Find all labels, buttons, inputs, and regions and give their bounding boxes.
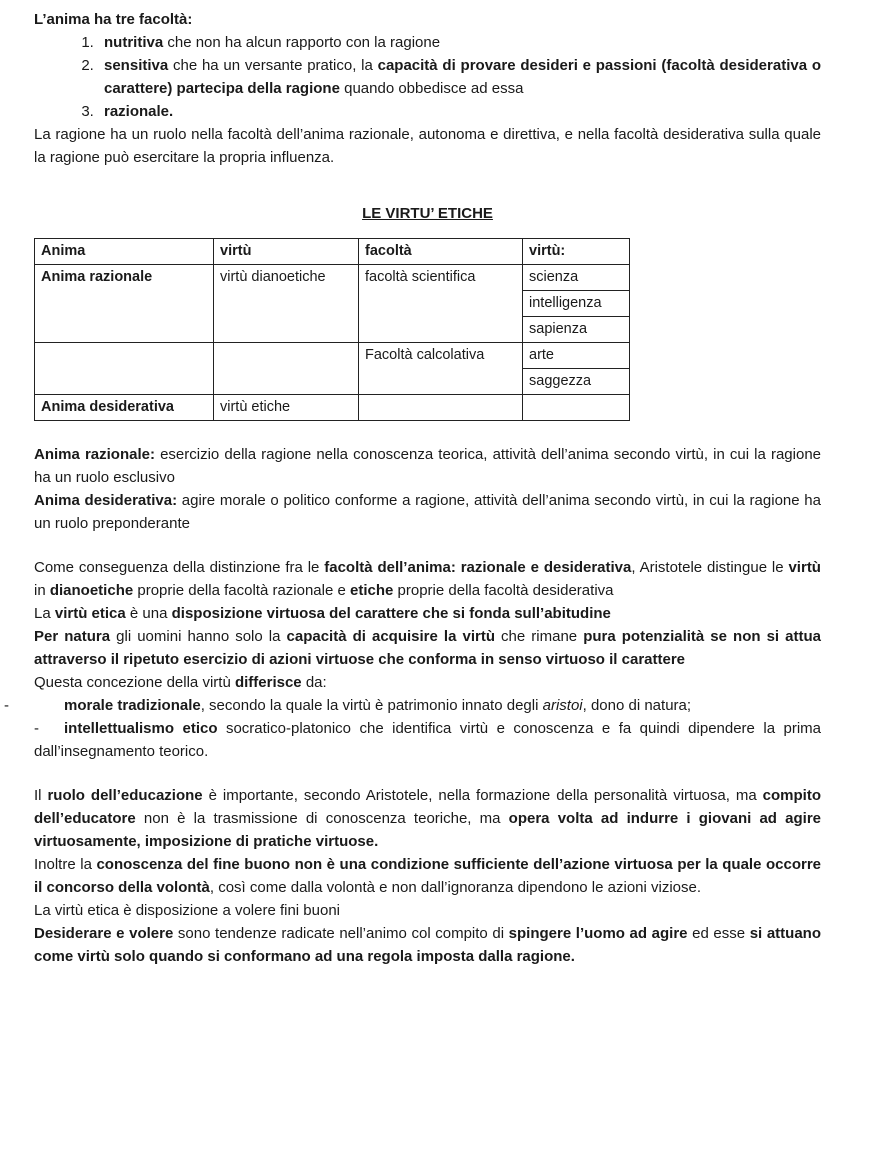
paragraph-distinzione: Come conseguenza della distinzione fra le facoltà dell’anima: razionale e desiderativa, Aristotele distingue le virtù in dianoetiche proprie della facoltà razionale e etiche proprie della facoltà desiderativa bbox=[34, 559, 821, 599]
intro-paragraph: La ragione ha un ruolo nella facoltà dell’anima razionale, autonoma e direttiva, e nella facoltà desiderativa sulla quale la ragione può esercitare la propria influenza. bbox=[34, 126, 821, 166]
list-item-text: quando obbedisce ad essa bbox=[339, 80, 524, 97]
table-header-row bbox=[35, 239, 630, 265]
differences-list bbox=[34, 694, 821, 763]
definition-desiderativa bbox=[34, 489, 821, 535]
table-header-cell: virtù: bbox=[523, 239, 630, 265]
table-cell: intelligenza bbox=[523, 291, 630, 317]
table-cell: saggezza bbox=[523, 369, 630, 395]
intro-title: L’anima ha tre facoltà: bbox=[34, 11, 193, 28]
list-item-text: che ha un versante pratico, la bbox=[168, 57, 378, 74]
list-item bbox=[98, 100, 821, 123]
definition-text: esercizio della ragione nella conoscenza teorica, attività dell’anima secondo virtù, in cui la ragione ha un ruolo esclusivo bbox=[34, 446, 822, 486]
table-header-cell: virtù bbox=[214, 239, 359, 265]
table-cell bbox=[523, 395, 630, 421]
section-title: LE VIRTU’ ETICHE bbox=[362, 205, 493, 222]
table-cell: virtù etiche bbox=[214, 395, 359, 421]
virtues-table bbox=[34, 238, 630, 421]
table-cell: facoltà scientifica bbox=[359, 265, 523, 343]
list-item: - intellettualismo etico socratico-platonico che identifica virtù e conoscenza e fa quindi dipendere la prima dall’insegnamento teorico. bbox=[34, 717, 821, 763]
table-row bbox=[35, 343, 630, 369]
definition-label: Anima desiderativa: bbox=[34, 492, 178, 509]
term-bold: razionale. bbox=[104, 103, 174, 120]
term-bold: capacità di provare desideri e passioni (facoltà desiderativa o carattere) partecipa della ragione bbox=[104, 57, 821, 97]
table-cell: arte bbox=[523, 343, 630, 369]
term-bold: nutritiva bbox=[104, 34, 164, 51]
paragraph-differisce: Questa concezione della virtù differisce da: bbox=[34, 674, 327, 691]
list-item-text: che non ha alcun rapporto con la ragione bbox=[163, 34, 441, 51]
table-cell: virtù dianoetiche bbox=[214, 265, 359, 343]
table-cell: scienza bbox=[523, 265, 630, 291]
definition-label: Anima razionale: bbox=[34, 446, 155, 463]
table-cell: sapienza bbox=[523, 317, 630, 343]
table-cell bbox=[214, 343, 359, 395]
table-cell: Facoltà calcolativa bbox=[359, 343, 523, 395]
paragraph-virtu-etica: La virtù etica è una disposizione virtuosa del carattere che si fonda sull’abitudine bbox=[34, 605, 611, 622]
list-item: - morale tradizionale, secondo la quale la virtù è patrimonio innato degli aristoi, dono di natura; bbox=[34, 694, 821, 717]
table-cell: Anima desiderativa bbox=[35, 395, 214, 421]
term-bold: sensitiva bbox=[104, 57, 169, 74]
faculty-list bbox=[34, 31, 821, 123]
paragraph-conoscenza: Inoltre la conoscenza del fine buono non è una condizione sufficiente dell’azione virtuosa per la quale occorre il concorso della volontà, così come dalla volontà e non dall’ignoranza dipendono le azioni viziose. bbox=[34, 856, 821, 896]
table-header-cell: Anima bbox=[35, 239, 214, 265]
paragraph-desiderare: Desiderare e volere sono tendenze radicate nell’animo col compito di spingere l’uomo ad agire ed esse si attuano come virtù solo quando si conformano ad una regola imposta dalla ragione. bbox=[34, 925, 821, 965]
paragraph-fini-buoni: La virtù etica è disposizione a volere fini buoni bbox=[34, 902, 341, 919]
definition-razionale bbox=[34, 443, 821, 489]
table-cell bbox=[35, 343, 214, 395]
table-header-cell: facoltà bbox=[359, 239, 523, 265]
table-row bbox=[35, 265, 630, 291]
list-item bbox=[98, 54, 821, 100]
table-row bbox=[35, 395, 630, 421]
definition-text: agire morale o politico conforme a ragione, attività dell’anima secondo virtù, in cui la ragione ha un ruolo preponderante bbox=[34, 492, 821, 532]
list-item bbox=[98, 31, 821, 54]
paragraph-per-natura: Per natura gli uomini hanno solo la capacità di acquisire la virtù che rimane pura potenzialità se non si attua attraverso il ripetuto esercizio di azioni virtuose che conforma in senso virtuoso il carattere bbox=[34, 628, 821, 668]
table-cell: Anima razionale bbox=[35, 265, 214, 343]
paragraph-educazione: Il ruolo dell’educazione è importante, secondo Aristotele, nella formazione della personalità virtuosa, ma compito dell’educatore non è la trasmissione di conoscenza teoriche, ma opera volta ad indurre i giovani ad agire virtuosamente, imposizione di pratiche virtuose. bbox=[34, 787, 822, 850]
table-cell bbox=[359, 395, 523, 421]
